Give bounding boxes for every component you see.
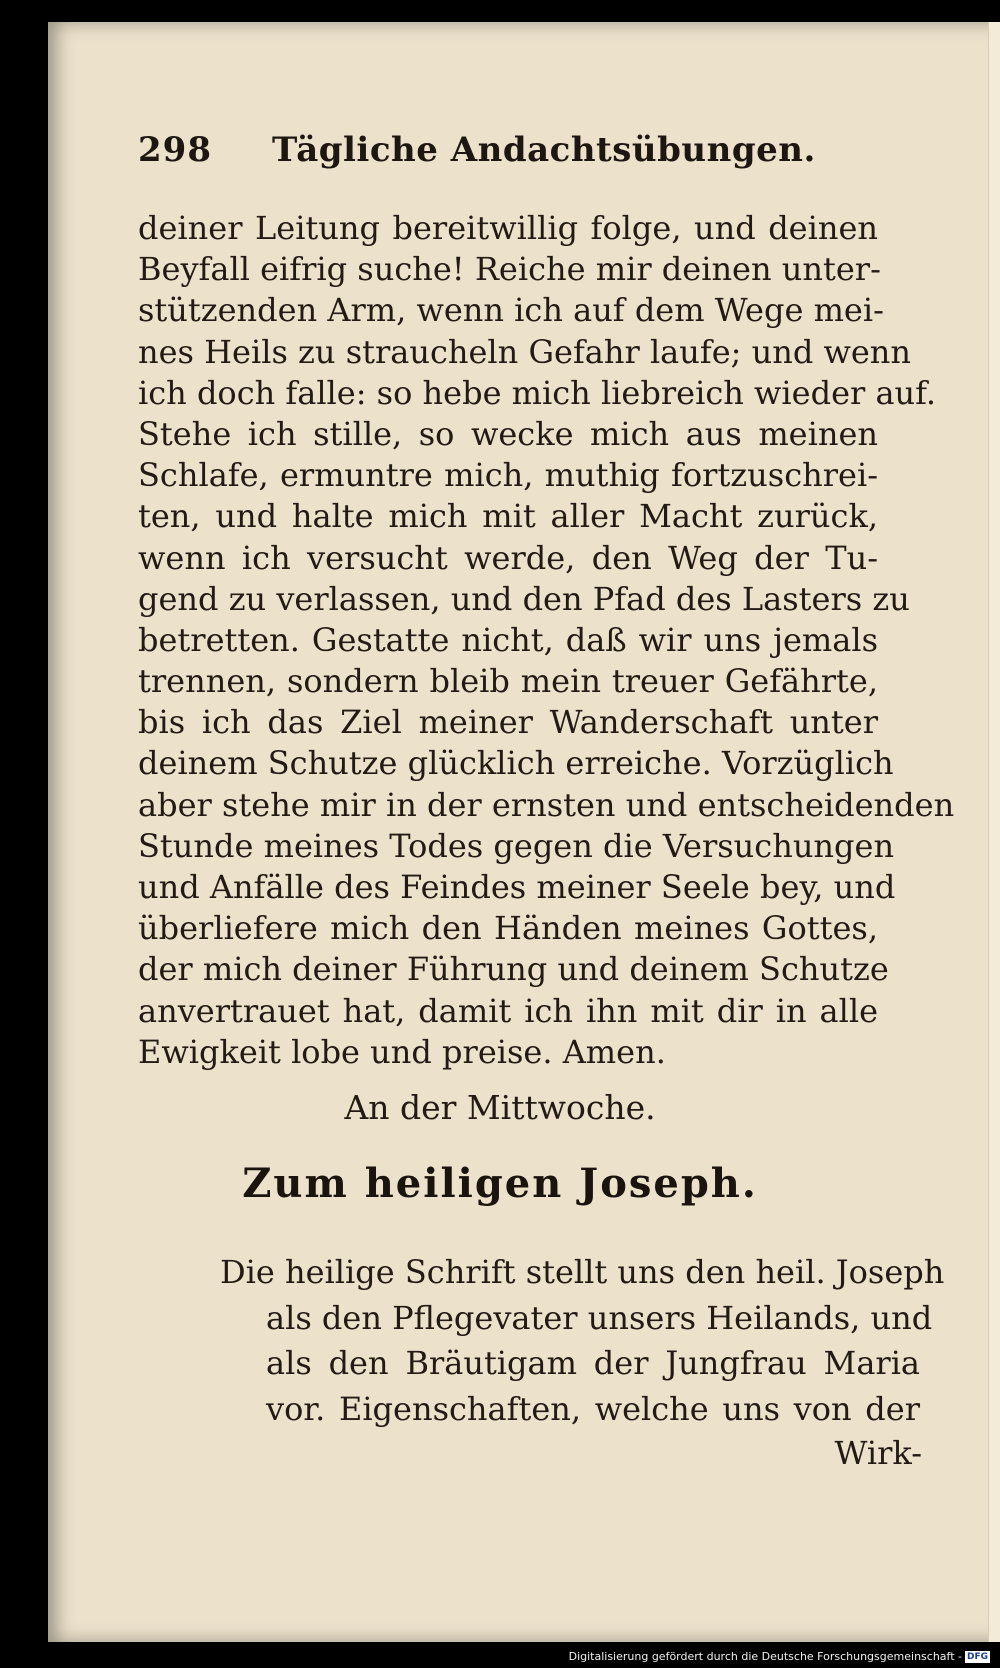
footer-text: Digitalisierung gefördert durch die Deutsche Forschungsgemeinschaft - [568,1650,962,1663]
text-line: Beyfall eifrig suche! Reiche mir deinen unter- [138,250,881,289]
text-line: ten, und halte mich mit aller Macht zurück, [138,497,878,536]
text-line: deinem Schutze glücklich erreiche. Vorzüglich [138,744,894,783]
text-line: aber stehe mir in der ernsten und entscheidenden [138,785,955,824]
text-line: betretten. Gestatte nicht, daß wir uns jemals [138,620,878,659]
page-header [138,130,898,178]
digitization-footer [569,1650,990,1663]
text-line: als den Bräutigam der Jungfrau Maria [266,1344,920,1382]
text-line: wenn ich versucht werde, den Weg der Tu- [138,538,878,577]
section-title: Zum heiligen Joseph. [242,1160,758,1207]
text-line: und Anfälle des Feindes meiner Seele bey, und [138,868,896,906]
text-line: trennen, sondern bleib mein treuer Gefährte, [138,662,878,701]
running-head: Tägliche Andachtsübungen. [272,130,816,170]
text-line: ich doch falle: so hebe mich liebreich wieder auf. [138,373,937,412]
text-line: nes Heils zu straucheln Gefahr laufe; und wenn [138,332,912,371]
text-line: der mich deiner Führung und deinem Schutze [138,950,889,989]
dfg-logo: DFG [966,1652,988,1662]
paragraph-prayer [138,208,955,1073]
text-line: gend zu verlassen, und den Pfad des Lasters zu [138,579,910,618]
text-line: stützenden Arm, wenn ich auf dem Wege mei- [138,291,884,330]
text-line: überliefere mich den Händen meines Gottes, [138,909,878,948]
text-line: deiner Leitung bereitwillig folge, und deinen [138,209,878,247]
text-line: anvertrauet hat, damit ich ihn mit dir in alle [138,991,878,1030]
day-heading: An der Mittwoche. [344,1088,656,1127]
page-edge [988,22,1000,1642]
paragraph-joseph [220,1250,945,1432]
text-line: Stehe ich stille, so wecke mich aus meinen [138,414,878,453]
text-line: vor. Eigenschaften, welche uns von der [266,1389,920,1428]
text-line: Schlafe, ermuntre mich, muthig fortzuschrei- [138,456,878,495]
text-line: Ewigkeit lobe und preise. Amen. [138,1032,666,1071]
text-line: bis ich das Ziel meiner Wanderschaft unter [138,703,878,742]
catchword: Wirk- [834,1434,922,1472]
page-number: 298 [138,130,212,170]
text-line: als den Pflegevater unsers Heilands, und [266,1298,933,1337]
text-line: Stunde meines Todes gegen die Versuchungen [138,826,895,865]
text-line: Die heilige Schrift stellt uns den heil. Joseph [220,1253,945,1291]
